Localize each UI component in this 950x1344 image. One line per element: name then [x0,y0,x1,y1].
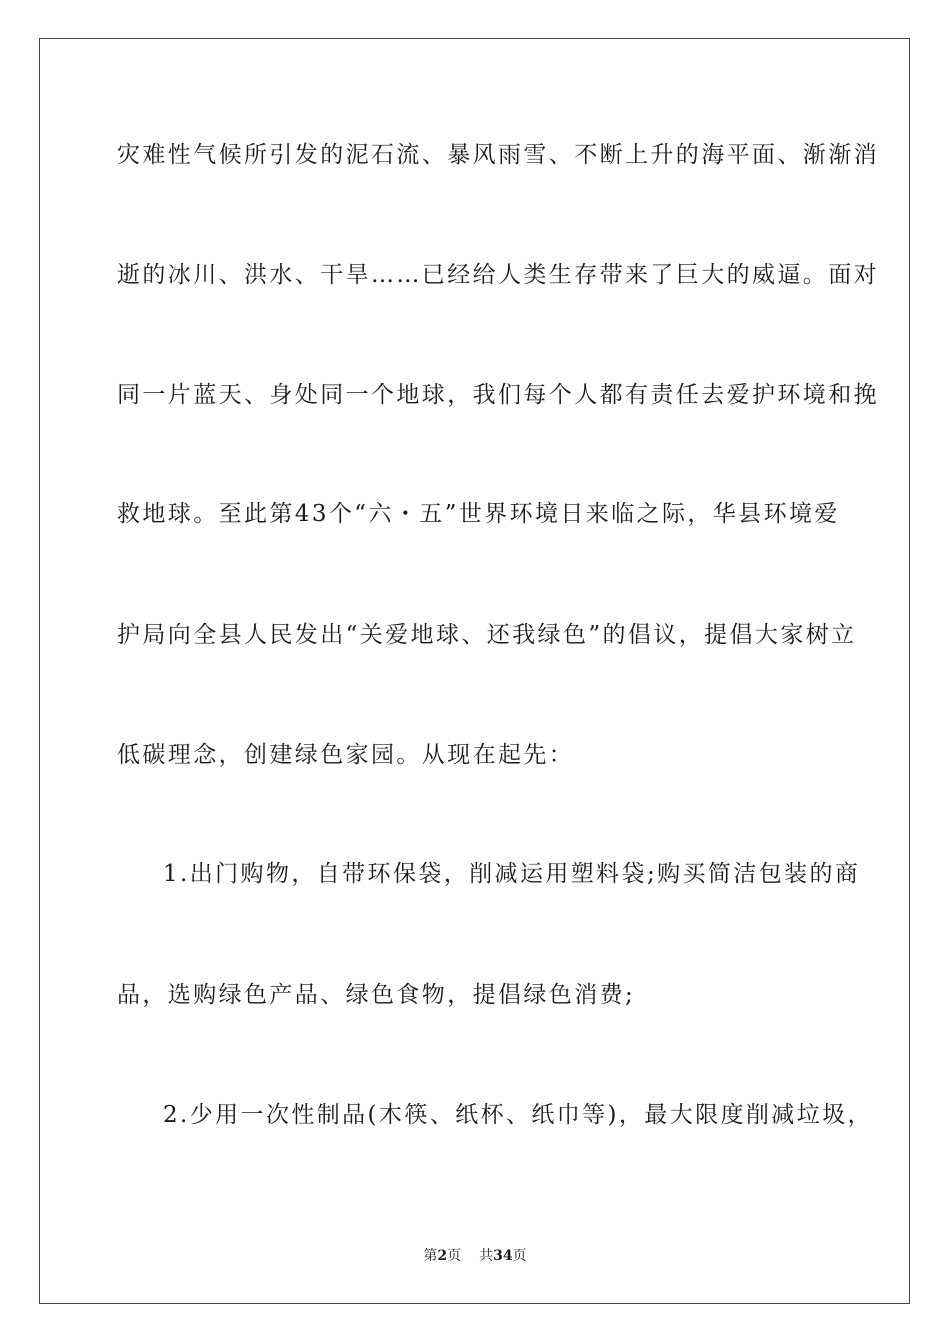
body-line-4: 救地球。至此第43个“六・五”世界环境日来临之际，华县环境爱 [117,501,840,527]
body-line-5: 护局向全县人民发出“关爱地球、还我绿色”的倡议，提倡大家树立 [117,622,857,648]
body-line-1: 灾难性气候所引发的泥石流、暴风雨雪、不断上升的海平面、渐渐消 [117,142,879,168]
list-item-2-line-1: 2.少用一次性制品(木筷、纸杯、纸巾等)，最大限度削减垃圾， [163,1102,873,1128]
body-line-6: 低碳理念，创建绿色家园。从现在起先： [117,742,575,768]
total-prefix: 共 [479,1248,494,1264]
page-number: 2 [437,1248,448,1264]
page-suffix: 页 [447,1248,462,1264]
body-line-2: 逝的冰川、洪水、干旱……已经给人类生存带来了巨大的威逼。面对 [117,262,879,288]
total-pages: 34 [493,1248,513,1264]
list-item-1-line-2: 品，选购绿色产品、绿色食物，提倡绿色消费; [117,982,636,1008]
page-footer [0,1246,950,1266]
total-suffix: 页 [512,1248,527,1264]
body-line-3: 同一片蓝天、身处同一个地球，我们每个人都有责任去爱护环境和挽 [117,382,879,408]
page-prefix: 第 [423,1248,438,1264]
list-item-1-line-1: 1.出门购物，自带环保袋，削减运用塑料袋;购买简洁包装的商 [163,861,861,887]
